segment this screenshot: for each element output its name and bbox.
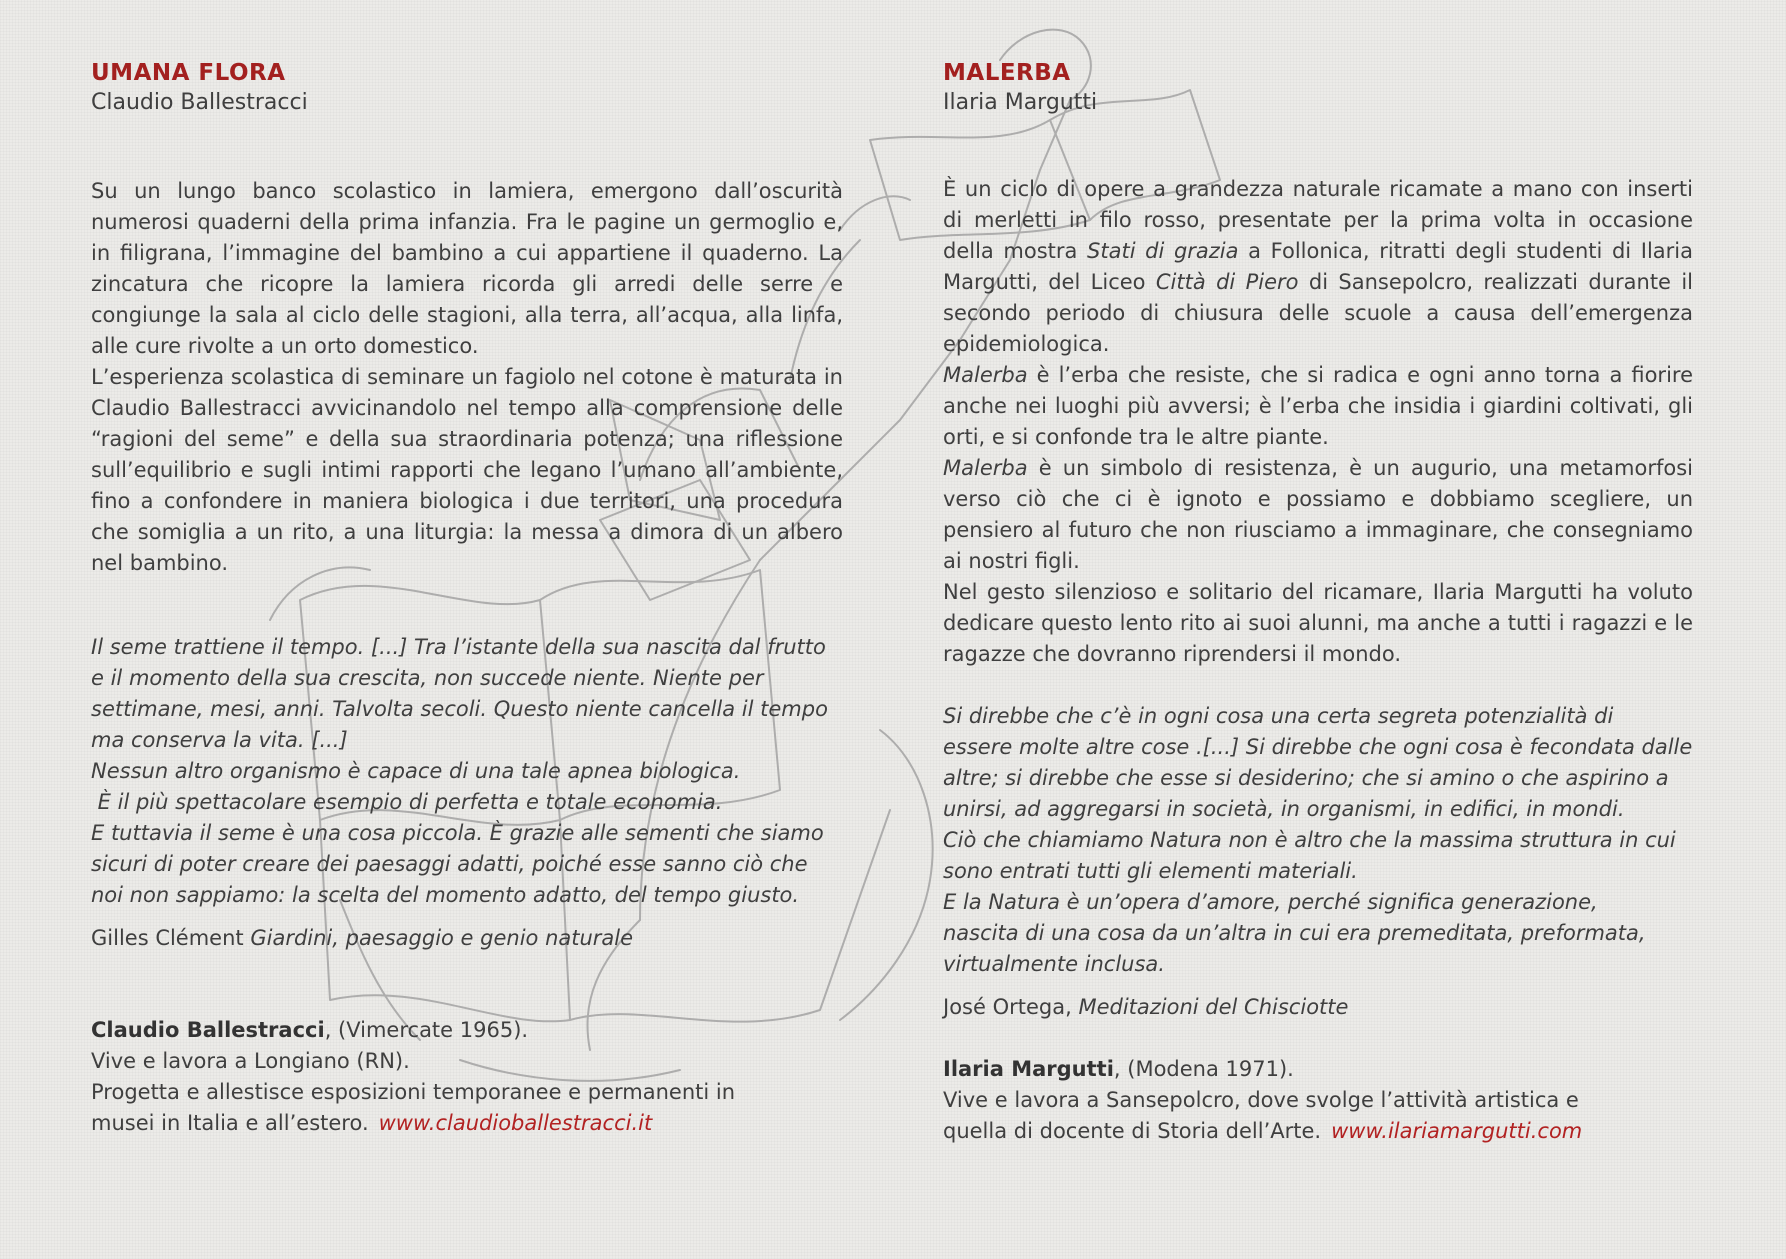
quote-line: virtualmente inclusa. <box>943 952 1165 976</box>
bio-line: Vive e lavora a Sansepolcro, dove svolge l’attività artistica e <box>943 1088 1579 1112</box>
citation-work: Giardini, paesaggio e genio naturale <box>250 926 634 950</box>
quote-line: unirsi, ad aggregarsi in società, in organismi, in edifici, in mondi. <box>943 797 1625 821</box>
left-author: Claudio Ballestracci <box>91 90 308 115</box>
quote-line: E la Natura è un’opera d’amore, perché significa generazione, <box>943 890 1598 914</box>
school-name: Città di Piero <box>1155 270 1299 294</box>
quote-line: Si direbbe che c’è in ogni cosa una certa segreta potenzialità di <box>943 704 1614 728</box>
right-bio <box>943 1054 1693 1147</box>
citation-work: Meditazioni del Chisciotte <box>1078 995 1349 1019</box>
right-quote <box>943 701 1693 980</box>
website-link[interactable]: www.claudioballestracci.it <box>378 1111 653 1135</box>
left-citation <box>91 923 843 954</box>
right-paragraph-3: Malerba è un simbolo di resistenza, è un augurio, una metamorfosi verso ciò che ci è ignoto e possiamo e dobbiamo scegliere, un pensiero al futuro che non riusciamo a immaginare, che consegniamo ai nostri figli. <box>943 456 1693 573</box>
bio-birth: , (Modena 1971). <box>1113 1057 1294 1081</box>
quote-line: Nessun altro organismo è capace di una tale apnea biologica. <box>91 759 741 783</box>
bio-line: Progetta e allestisce esposizioni temporanee e permanenti in <box>91 1080 736 1104</box>
quote-line: Il seme trattiene il tempo. [...] Tra l’istante della sua nascita dal frutto <box>91 635 826 659</box>
right-author: Ilaria Margutti <box>943 90 1098 115</box>
quote-line: ma conserva la vita. [...] <box>91 728 348 752</box>
citation-author: José Ortega, <box>943 995 1072 1019</box>
quote-line: essere molte altre cose .[...] Si direbbe che ogni cosa è fecondata dalle <box>943 735 1693 759</box>
bio-name: Claudio Ballestracci <box>91 1018 325 1042</box>
bio-line: musei in Italia e all’estero. <box>91 1111 369 1135</box>
left-title: UMANA FLORA <box>91 60 286 86</box>
left-quote <box>91 632 843 911</box>
left-paragraph-1: Su un lungo banco scolastico in lamiera, emergono dall’oscurità numerosi quaderni della prima infanzia. Fra le pagine un germoglio e, in filigrana, l’immagine del bambino a cui appartiene il quaderno. La zincatura che ricopre la lamiera ricorda gli arredi delle serre e congiunge la sala al ciclo delle stagioni, alla terra, all’acqua, alla linfa, alle cure rivolte a un orto domestico. <box>91 179 843 358</box>
right-title: MALERBA <box>943 60 1071 86</box>
quote-line: sono entrati tutti gli elementi materiali. <box>943 859 1358 883</box>
right-paragraph-1: È un ciclo di opere a grandezza naturale ricamate a mano con inserti di merletti in filo rosso, presentate per la prima volta in occasione della mostra Stati di grazia a Follonica, ritratti degli studenti di Ilaria Margutti, del Liceo Città di Piero di Sansepolcro, realizzati durante il secondo periodo di chiusura delle scuole a causa dell’emergenza epidemiologica. <box>943 177 1693 356</box>
left-bio <box>91 1015 843 1139</box>
quote-line: sicuri di poter creare dei paesaggi adatti, poiché esse sanno ciò che <box>91 852 808 876</box>
right-column <box>943 58 1693 1147</box>
quote-line: noi non sappiamo: la scelta del momento adatto, del tempo giusto. <box>91 883 800 907</box>
bio-line: Vive e lavora a Longiano (RN). <box>91 1049 410 1073</box>
bio-line: quella di docente di Storia dell’Arte. <box>943 1119 1322 1143</box>
left-column <box>91 58 843 1139</box>
quote-line: e il momento della sua crescita, non succede niente. Niente per <box>91 666 764 690</box>
left-paragraph-2: L’esperienza scolastica di seminare un fagiolo nel cotone è maturata in Claudio Ballestracci avvicinandolo nel tempo alla comprensione delle “ragioni del seme” e della sua straordinaria potenza; una riflessione sull’equilibrio e sugli intimi rapporti che legano l’umano all’ambiente, fino a confondere in maniera biologica i due territori, una procedura che somiglia a un rito, a una liturgia: la messa a dimora di un albero nel bambino. <box>91 365 843 575</box>
right-citation <box>943 992 1693 1023</box>
website-link[interactable]: www.ilariamargutti.com <box>1331 1119 1583 1143</box>
quote-line: E tuttavia il seme è una cosa piccola. È grazie alle sementi che siamo <box>91 821 824 845</box>
bio-name: Ilaria Margutti <box>943 1057 1114 1081</box>
quote-line: settimane, mesi, anni. Talvolta secoli. Questo niente cancella il tempo <box>91 697 828 721</box>
right-paragraph-2: Malerba è l’erba che resiste, che si radica e ogni anno torna a fiorire anche nei luoghi più avversi; è l’erba che insidia i giardini coltivati, gli orti, e si confonde tra le altre piante. <box>943 363 1693 449</box>
quote-line: Ciò che chiamiamo Natura non è altro che la massima struttura in cui <box>943 828 1676 852</box>
right-paragraph-4: Nel gesto silenzioso e solitario del ricamare, Ilaria Margutti ha voluto dedicare questo lento rito ai suoi alunni, ma anche a tutti i ragazzi e le ragazze che dovranno riprendersi il mondo. <box>943 580 1693 666</box>
exhibition-title: Stati di grazia <box>1087 239 1239 263</box>
quote-line: È il più spettacolare esempio di perfetta e totale economia. <box>91 790 723 814</box>
quote-line: nascita di una cosa da un’altra in cui era premeditata, preformata, <box>943 921 1646 945</box>
bio-birth: , (Vimercate 1965). <box>324 1018 529 1042</box>
citation-author: Gilles Clément <box>91 926 244 950</box>
quote-line: altre; si direbbe che esse si desiderino; che si amino o che aspirino a <box>943 766 1669 790</box>
